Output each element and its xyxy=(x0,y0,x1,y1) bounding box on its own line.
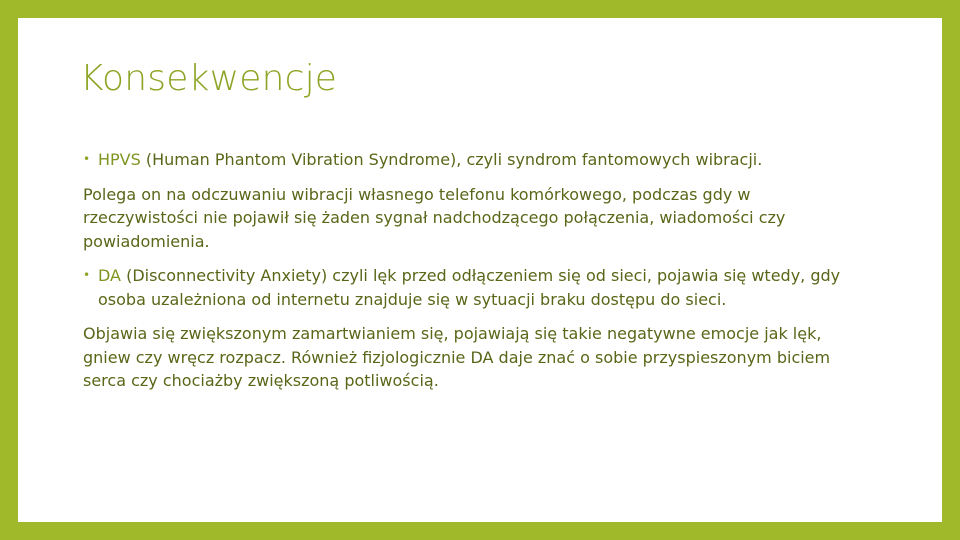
bullet-dot-icon: • xyxy=(83,152,91,166)
paragraph-hpvs-description: Polega on na odczuwaniu wibracji własnego telefonu komórkowego, podczas gdy w rzeczywistości nie pojawił się żaden sygnał nadchodzącego połączenia, wiadomości czy powiadomienia. xyxy=(83,184,786,251)
bullet-lead-da: DA xyxy=(98,266,121,285)
bullet-da xyxy=(83,264,863,311)
paragraph-da-description: Objawia się zwiększonym zamartwianiem się, pojawiają się takie negatywne emocje jak lęk, gniew czy wręcz rozpacz. Również fizjologicznie DA daje znać o sobie przyspieszonym biciem serca czy chociażby zwiększoną potliwością. xyxy=(83,324,831,390)
slide-body xyxy=(83,148,863,404)
bullet-text-hpvs: (Human Phantom Vibration Syndrome), czyli syndrom fantomowych wibracji. xyxy=(140,150,763,169)
slide-title: Konsekwencje xyxy=(80,58,338,99)
bullet-text-da: (Disconnectivity Anxiety) czyli lęk przed odłączeniem się od sieci, pojawia się wtedy, gdy osoba uzależniona od internetu znajduje się w sytuacji braku dostępu do sieci. xyxy=(98,266,841,309)
bullet-lead-hpvs: HPVS xyxy=(98,150,141,169)
bullet-dot-icon: • xyxy=(83,268,91,282)
bullet-hpvs xyxy=(83,148,863,172)
